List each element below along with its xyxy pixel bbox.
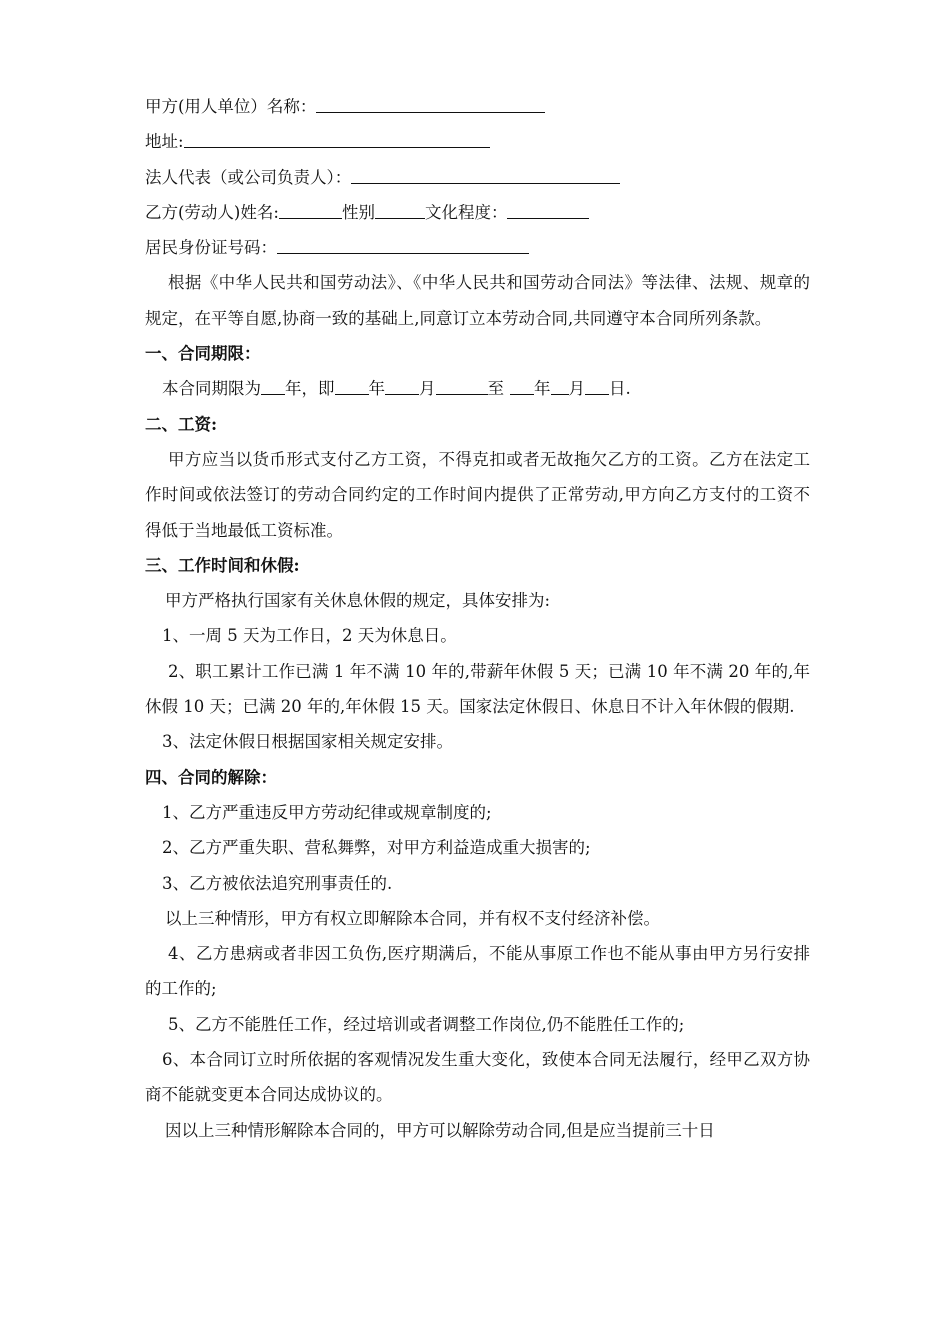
section2-heading: 二、工资: (145, 414, 218, 434)
wage-paragraph: 甲方应当以货币形式支付乙方工资，不得克扣或者无故拖欠乙方的工资。乙方在法定工作时间或依法签订的劳动合同约定的工作时间内提供了正常劳动,甲方向乙方支付的工资不得低于当地最低工资标准。 (145, 449, 810, 540)
rest-item-3: 3、法定休假日根据国家相关规定安排。 (162, 732, 453, 752)
term-text-4: 月 (419, 379, 436, 399)
termination-summary-2: 因以上三种情形解除本合同的，甲方可以解除劳动合同,但是应当提前三十日 (165, 1120, 715, 1140)
party-b-line (145, 195, 810, 230)
legal-rep-line (145, 160, 810, 195)
section4-heading: 四、合同的解除： (145, 767, 277, 787)
end-day-blank[interactable] (585, 376, 609, 395)
contract-term-line (145, 371, 810, 406)
contract-page (145, 89, 810, 1148)
termination-item-6: 6、本合同订立时所依据的客观情况发生重大变化，致使本合同无法履行，经甲乙双方协商不能就变更本合同达成协议的。 (145, 1050, 810, 1105)
gender-blank[interactable] (375, 200, 425, 219)
term-text-6: 年 (534, 379, 551, 399)
party-b-name-blank[interactable] (279, 200, 342, 219)
end-month-blank[interactable] (551, 376, 569, 395)
start-month-blank[interactable] (385, 376, 419, 395)
education-label: 文化程度： (424, 202, 508, 222)
rest-item-1: 1、一周 5 天为工作日，2 天为休息日。 (162, 626, 457, 646)
termination-item-2: 2、乙方严重失职、营私舞弊，对甲方利益造成重大损害的; (162, 838, 591, 858)
term-text-1: 本合同期限为 (162, 379, 261, 399)
term-years-blank[interactable] (261, 376, 285, 395)
address-line (145, 124, 810, 159)
rest-intro: 甲方严格执行国家有关休息休假的规定，具体安排为: (165, 591, 551, 611)
termination-item-1: 1、乙方严重违反甲方劳动纪律或规章制度的; (162, 802, 492, 822)
address-blank[interactable] (184, 129, 490, 148)
termination-item-3: 3、乙方被依法追究刑事责任的. (162, 873, 393, 893)
termination-summary-1: 以上三种情形，甲方有权立即解除本合同，并有权不支付经济补偿。 (165, 908, 660, 928)
legal-rep-label: 法人代表（或公司负责人）： (145, 167, 352, 187)
id-blank[interactable] (277, 235, 529, 254)
termination-item-5: 5、乙方不能胜任工作，经过培训或者调整工作岗位,仍不能胜任工作的; (168, 1014, 685, 1034)
party-a-name-blank[interactable] (316, 94, 545, 113)
term-text-7: 月 (568, 379, 585, 399)
start-year-blank[interactable] (335, 376, 369, 395)
section3-heading: 三、工作时间和休假: (145, 555, 300, 575)
term-text-2: 年，即 (285, 379, 335, 399)
start-day-blank[interactable] (436, 376, 488, 395)
term-text-8: 日. (609, 379, 631, 399)
termination-item-4: 4、乙方患病或者非因工负伤,医疗期满后，不能从事原工作也不能从事由甲方另行安排的工作的; (145, 944, 810, 999)
term-text-3: 年 (368, 379, 385, 399)
term-text-5: 至 (487, 379, 504, 399)
id-label: 居民身份证号码： (145, 238, 277, 258)
gender-label: 性别 (341, 202, 375, 222)
id-line (145, 230, 810, 265)
address-label: 地址: (145, 132, 184, 152)
preamble-paragraph: 根据《中华人民共和国劳动法》、《中华人民共和国劳动合同法》等法律、法规、规章的规定，在平等自愿,协商一致的基础上,同意订立本劳动合同,共同遵守本合同所列条款。 (145, 273, 810, 328)
section1-heading: 一、合同期限： (145, 344, 261, 364)
end-year-blank[interactable] (510, 376, 534, 395)
rest-item-2: 2、职工累计工作已满 1 年不满 10 年的,带薪年休假 5 天；已满 10 年不满 20 年的,年休假 10 天；已满 20 年的,年休假 15 天。国家法定休假日、休息日不计入年休假的假期. (145, 661, 810, 717)
party-a-name-label: 甲方(用人单位）名称： (145, 97, 317, 116)
party-b-name-label: 乙方(劳动人)姓名: (145, 202, 279, 222)
legal-rep-blank[interactable] (351, 165, 620, 184)
education-blank[interactable] (507, 200, 589, 219)
party-a-name-line (145, 89, 810, 124)
